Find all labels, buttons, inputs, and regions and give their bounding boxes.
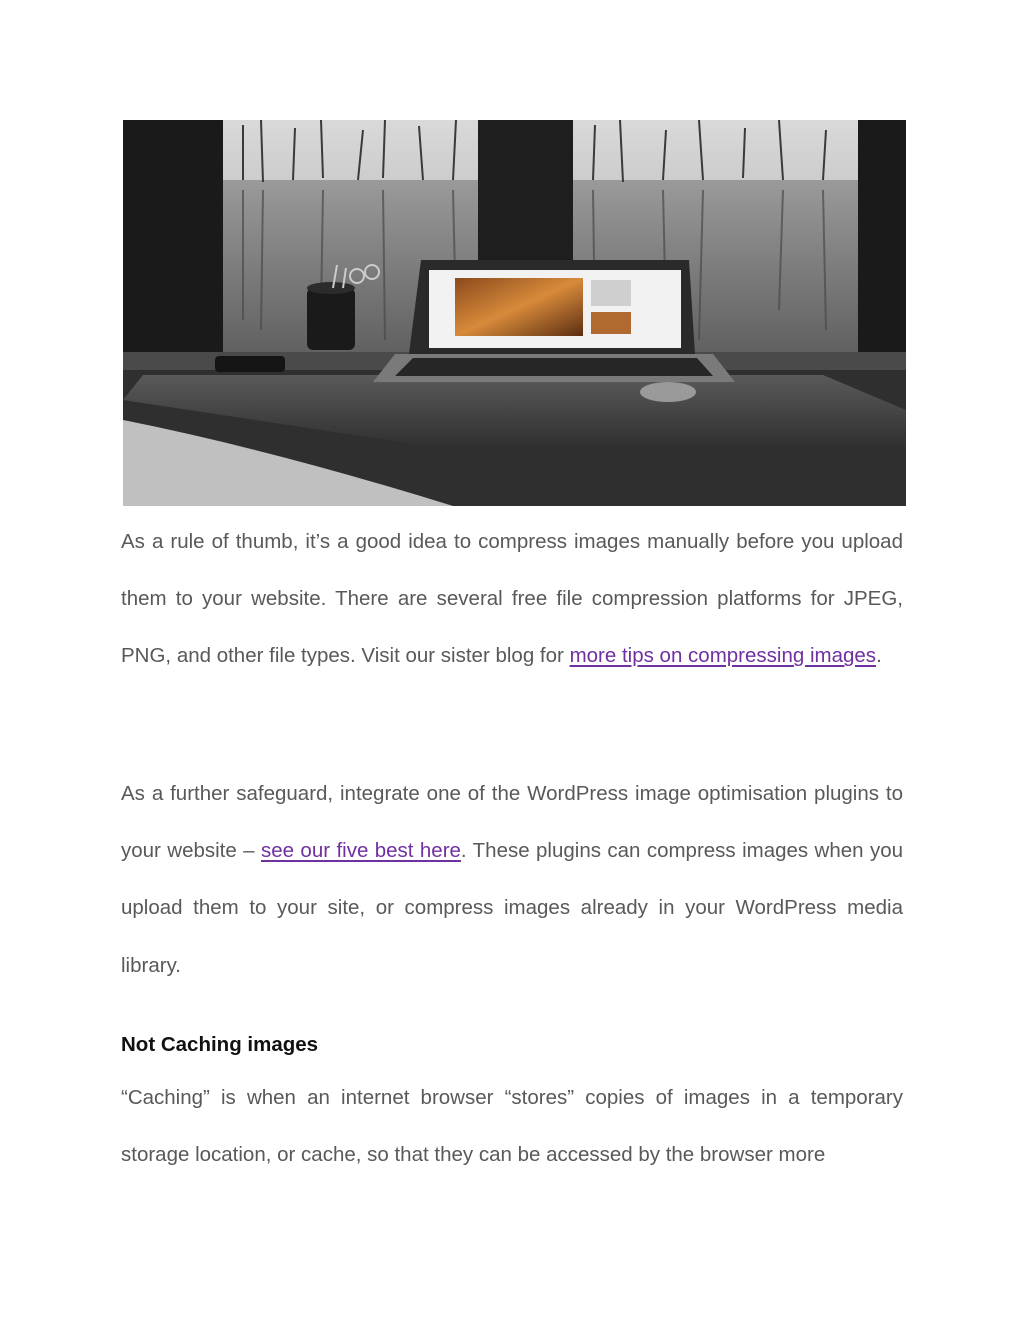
paragraph-text: . These plugins can compress images when you upload them to your site, or compress images already in your WordPress media library. [121, 839, 903, 977]
paragraph-caching: “Caching” is when an internet browser “stores” copies of images in a temporary storage location, or cache, so that they can be accessed by the browser more [121, 1086, 903, 1167]
paragraph-text: As a further safeguard, integrate one of the WordPress image optimisation plugins to your website – [121, 782, 903, 863]
section-heading: Not Caching images [121, 1033, 319, 1056]
laptop-desk-photo [123, 120, 906, 506]
compressing-images-link[interactable]: more tips on compressing images [569, 644, 877, 668]
five-best-plugins-link[interactable]: see our five best here [260, 839, 461, 863]
paragraph-compress-images [121, 513, 903, 685]
paragraph-text: . [876, 644, 882, 668]
paragraph-optimisation-plugins [121, 765, 903, 994]
paragraph-text: As a rule of thumb, it’s a good idea to compress images manually before you upload them to your website. There are several free file compression platforms for JPEG, PNG, and other file types. Visit our sister blog for [121, 530, 903, 668]
